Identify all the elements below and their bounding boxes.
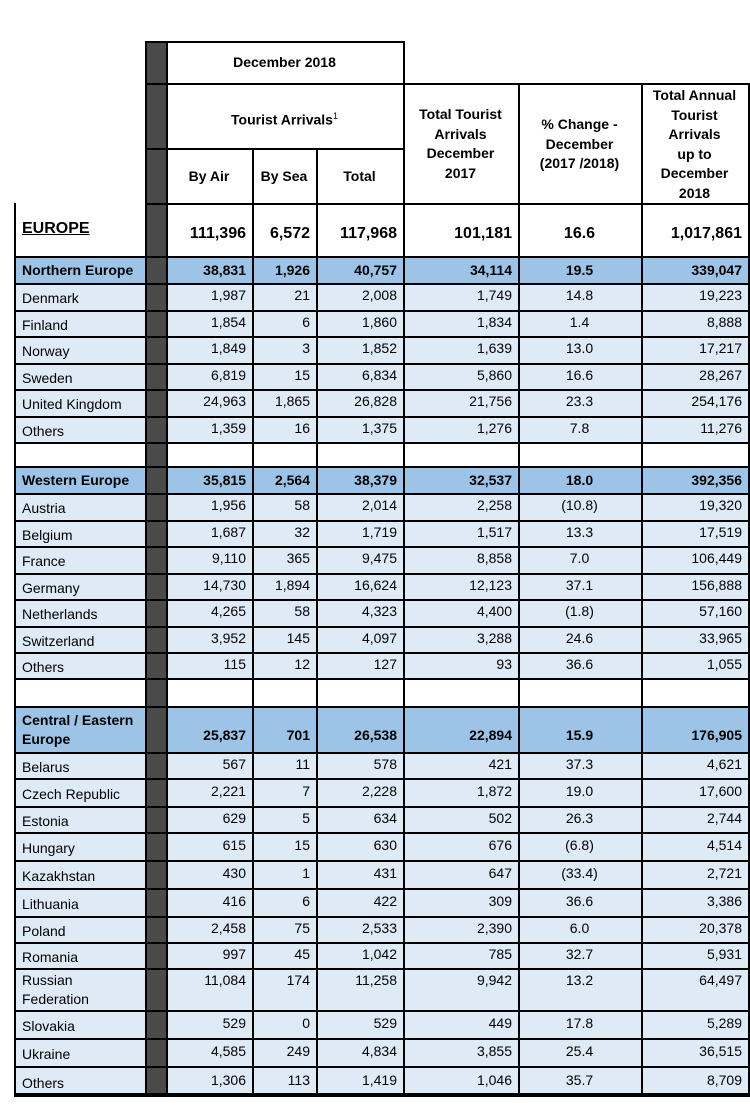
country-row-2-10-value-5: 36,515: [699, 1043, 742, 1059]
country-row-2-11-value-2: 1,419: [361, 1071, 397, 1088]
country-row-2-8-value-5: 64,497: [699, 972, 742, 988]
country-row-0-2-value-2: 1,852: [361, 340, 397, 357]
country-row-1-1-value-4: 13.3: [565, 523, 594, 540]
country-row-2-0-value-5: 4,621: [706, 756, 742, 772]
country-row-1-6-value-1: 12: [294, 656, 310, 672]
country-label: Austria: [22, 500, 66, 517]
country-row-0-4-value-2: 26,828: [354, 393, 397, 410]
country-row-1-3-value-0: 14,730: [203, 576, 246, 593]
country-row-1-0-value-5: 19,320: [699, 497, 742, 514]
country-row-1-2-value-0: 9,110: [212, 550, 246, 567]
country-row-0-0-value-5: 19,223: [699, 287, 742, 304]
country-label: Poland: [22, 923, 66, 939]
country-row-2-6-value-4: 6.0: [569, 920, 590, 936]
country-row-2-11-value-1: 113: [287, 1071, 310, 1088]
country-label: Russian Federation: [22, 972, 89, 1007]
europe-row-value-5: 1,017,861: [670, 224, 742, 242]
country-row-1-1-value-5: 17,519: [699, 523, 742, 540]
country-label: Belarus: [22, 759, 70, 775]
annual-heading-line: Total Annual: [652, 87, 737, 103]
country-row-2-5-value-4: 36.6: [565, 893, 594, 909]
country-row-1-6-value-4: 36.6: [565, 656, 594, 672]
country-row-1-4-value-4: (1.8): [565, 603, 594, 620]
period-heading: December 2018: [233, 54, 336, 70]
country-row-0-5-value-4: 7.8: [569, 419, 590, 436]
europe-row-value-2: 117,968: [340, 224, 397, 242]
country-row-1-1-value-1: 32: [294, 523, 310, 540]
country-label: Germany: [22, 579, 80, 596]
country-row-2-7-value-1: 45: [294, 946, 310, 962]
country-row-0-1-value-4: 1.4: [569, 313, 590, 330]
country-row-1-1-value-0: 1,687: [210, 523, 246, 540]
country-row-1-4-value-1: 58: [294, 603, 310, 620]
country-row-2-5-value-0: 416: [222, 893, 246, 909]
country-row-0-1-value-0: 1,854: [210, 313, 246, 330]
country-label: France: [22, 553, 66, 570]
country-row-2-10-value-3: 3,855: [476, 1043, 512, 1059]
region-row-1-value-1: 2,564: [274, 471, 310, 488]
country-row-2-11-value-3: 1,046: [476, 1071, 512, 1088]
country-row-1-5-value-0: 3,952: [210, 629, 246, 646]
country-row-0-5-value-3: 1,276: [476, 419, 512, 436]
country-label: Slovakia: [22, 1018, 75, 1034]
tourist-arrivals-heading: [166, 107, 403, 130]
region-row-2-value-3: 22,894: [469, 727, 512, 743]
region-row-2-value-2: 26,538: [354, 727, 397, 743]
country-row-2-1-value-5: 17,600: [699, 783, 742, 799]
country-row-2-2-value-0: 629: [222, 810, 246, 826]
country-row-0-3-value-5: 28,267: [699, 366, 742, 383]
country-row-2-8-value-2: 11,258: [355, 972, 397, 988]
country-row-0-4-value-3: 21,756: [469, 393, 512, 410]
country-row-1-2-value-5: 106,449: [691, 550, 742, 567]
country-row-2-1-value-2: 2,228: [361, 783, 397, 799]
country-row-1-2-value-3: 8,858: [476, 550, 512, 567]
country-row-2-5-value-1: 6: [302, 893, 310, 909]
country-row-1-0-value-4: (10.8): [561, 497, 598, 514]
country-row-1-0-value-0: 1,956: [210, 497, 246, 514]
prev-year-heading-line: 2017: [444, 164, 477, 181]
country-row-2-9-value-3: 449: [488, 1015, 512, 1031]
country-label: Sweden: [22, 369, 73, 386]
country-row-2-7-value-3: 785: [488, 946, 512, 962]
country-row-2-6-value-5: 20,378: [699, 920, 742, 936]
country-row-2-8-value-0: 11,084: [204, 972, 246, 988]
country-row-2-2-value-4: 26.3: [565, 810, 594, 826]
country-row-2-11-value-4: 35.7: [565, 1071, 594, 1088]
tourist-arrivals-label: Tourist Arrivals: [231, 111, 333, 128]
country-row-2-8-value-3: 9,942: [476, 972, 512, 988]
country-row-1-5-value-5: 33,965: [699, 629, 742, 646]
europe-row-value-3: 101,181: [454, 224, 512, 242]
country-row-0-0-value-2: 2,008: [361, 287, 397, 304]
country-row-0-1-value-1: 6: [302, 313, 310, 330]
country-label: Belgium: [22, 526, 73, 543]
country-row-2-3-value-5: 4,514: [706, 837, 742, 853]
by-air-heading: By Air: [188, 168, 230, 184]
region-row-1-value-0: 35,815: [203, 471, 246, 488]
country-row-2-3-value-2: 630: [373, 837, 397, 853]
country-row-2-1-value-0: 2,221: [210, 783, 246, 799]
annual-heading-line: Arrivals: [668, 126, 721, 142]
country-row-0-4-value-1: 1,865: [274, 393, 310, 410]
country-row-1-1-value-3: 1,517: [476, 523, 512, 540]
country-row-0-2-value-5: 17,217: [699, 340, 742, 357]
country-row-2-10-value-2: 4,834: [361, 1043, 397, 1059]
country-row-2-6-value-1: 75: [294, 920, 310, 936]
region-row-2-value-5: 176,905: [691, 727, 742, 743]
country-label: Others: [22, 1074, 65, 1091]
europe-label: EUROPE: [22, 220, 90, 237]
country-row-2-1-value-4: 19.0: [565, 783, 594, 799]
country-row-1-2-value-4: 7.0: [569, 550, 590, 567]
region-row-1-value-4: 18.0: [565, 471, 594, 488]
country-label: Lithuania: [22, 896, 79, 912]
country-row-2-7-value-0: 997: [222, 946, 246, 962]
country-row-2-4-value-5: 2,721: [706, 865, 742, 881]
country-row-1-6-value-0: 115: [223, 656, 246, 672]
country-row-2-9-value-4: 17.8: [565, 1015, 594, 1031]
annual-heading-line: up to: [677, 145, 712, 162]
total-heading: Total: [343, 168, 376, 184]
country-row-1-0-value-1: 58: [294, 497, 310, 514]
country-row-0-0-value-1: 21: [294, 287, 310, 304]
country-row-2-3-value-4: (6.8): [565, 837, 594, 853]
europe-row-value-0: 111,396: [189, 224, 246, 242]
region-row-0-value-1: 1,926: [274, 261, 310, 278]
annual-heading-line: December: [660, 165, 729, 181]
country-row-1-5-value-1: 145: [286, 629, 310, 646]
country-label: Czech Republic: [22, 786, 121, 802]
prev-year-heading-line: Total Tourist: [419, 106, 502, 122]
country-row-2-3-value-0: 615: [222, 837, 246, 853]
country-row-2-10-value-4: 25.4: [565, 1043, 594, 1059]
country-row-1-2-value-2: 9,475: [361, 550, 397, 567]
country-row-1-3-value-4: 37.1: [565, 576, 594, 593]
country-row-1-4-value-2: 4,323: [361, 603, 397, 620]
country-label: Others: [22, 422, 65, 439]
country-row-0-3-value-3: 5,860: [476, 366, 512, 383]
country-row-1-5-value-4: 24.6: [565, 629, 594, 646]
country-row-1-6-value-3: 93: [496, 656, 512, 672]
country-row-2-7-value-4: 32.7: [565, 946, 594, 962]
country-row-1-5-value-3: 3,288: [476, 629, 512, 646]
country-row-0-1-value-2: 1,860: [361, 313, 397, 330]
country-row-2-10-value-1: 249: [286, 1043, 310, 1059]
europe-row-value-1: 6,572: [269, 224, 310, 242]
country-row-2-4-value-2: 431: [373, 865, 397, 881]
country-row-0-3-value-1: 15: [294, 366, 310, 383]
country-row-2-5-value-3: 309: [488, 893, 512, 909]
country-row-2-7-value-5: 5,931: [706, 946, 742, 962]
country-row-0-5-value-2: 1,375: [361, 419, 397, 436]
country-row-2-5-value-2: 422: [373, 893, 397, 909]
country-row-2-1-value-3: 1,872: [476, 783, 512, 799]
europe-row-value-4: 16.6: [563, 224, 596, 242]
annual-heading-line: Tourist: [671, 106, 718, 123]
country-row-0-5-value-0: 1,359: [210, 419, 246, 436]
region-row-1-value-2: 38,379: [354, 471, 397, 488]
country-row-1-3-value-5: 156,888: [691, 576, 742, 593]
country-row-2-6-value-3: 2,390: [476, 920, 512, 936]
country-row-2-9-value-1: 0: [302, 1015, 310, 1031]
region-row-0-value-3: 34,114: [469, 261, 512, 278]
country-row-2-4-value-0: 430: [222, 865, 246, 881]
country-row-0-1-value-5: 8,888: [706, 313, 742, 330]
country-row-2-3-value-3: 676: [488, 837, 512, 853]
country-row-2-2-value-3: 502: [488, 810, 512, 826]
region-label: Northern Europe: [22, 262, 134, 278]
country-row-2-2-value-2: 634: [373, 810, 397, 826]
country-row-0-4-value-0: 24,963: [203, 393, 246, 410]
prev-year-heading-line: December: [426, 145, 495, 161]
country-row-2-0-value-2: 578: [373, 756, 397, 772]
country-label: Denmark: [22, 290, 79, 307]
country-row-1-0-value-2: 2,014: [361, 497, 397, 514]
country-row-1-3-value-1: 1,894: [274, 576, 310, 593]
country-row-2-5-value-5: 3,386: [706, 893, 742, 909]
country-label: Norway: [22, 343, 70, 360]
country-row-0-5-value-1: 16: [294, 419, 310, 436]
country-label: United Kingdom: [22, 396, 122, 413]
region-row-0-value-0: 38,831: [203, 261, 246, 278]
country-row-2-0-value-1: 11: [295, 756, 310, 772]
country-row-2-1-value-1: 7: [302, 783, 310, 799]
country-row-1-2-value-1: 365: [286, 550, 310, 567]
country-label: Switzerland: [22, 632, 95, 649]
country-row-1-1-value-2: 1,719: [361, 523, 397, 540]
country-row-2-11-value-0: 1,306: [210, 1071, 246, 1088]
country-label: Finland: [22, 316, 68, 333]
country-row-2-8-value-1: 174: [286, 972, 310, 988]
country-row-2-6-value-2: 2,533: [361, 920, 397, 936]
prev-year-heading-line: Arrivals: [434, 125, 487, 142]
region-row-2-value-4: 15.9: [565, 727, 594, 743]
pct-change-heading-line: (2017 /2018): [539, 155, 620, 171]
footnote-mark: 1: [332, 111, 338, 121]
country-row-0-2-value-0: 1,849: [210, 340, 246, 357]
country-row-2-0-value-0: 567: [222, 756, 246, 772]
country-row-2-4-value-3: 647: [488, 865, 512, 881]
region-label: Western Europe: [22, 472, 130, 488]
country-row-2-2-value-1: 5: [302, 810, 310, 826]
country-row-0-1-value-3: 1,834: [476, 313, 512, 330]
country-row-2-4-value-1: 1: [302, 865, 310, 881]
country-row-2-11-value-5: 8,709: [706, 1071, 742, 1088]
country-row-0-3-value-2: 6,834: [361, 366, 397, 383]
region-row-0-value-5: 339,047: [691, 261, 742, 278]
pct-change-heading-line: % Change -: [541, 116, 618, 132]
region-row-2-value-0: 25,837: [203, 727, 246, 743]
country-row-0-3-value-4: 16.6: [565, 366, 594, 383]
country-row-1-6-value-2: 127: [373, 656, 397, 672]
country-row-2-7-value-2: 1,042: [361, 946, 397, 962]
country-row-0-0-value-0: 1,987: [210, 287, 246, 304]
country-label: Estonia: [22, 813, 69, 829]
country-label: Kazakhstan: [22, 868, 96, 884]
country-row-1-0-value-3: 2,258: [476, 497, 512, 514]
country-row-0-2-value-4: 13.0: [565, 340, 594, 357]
country-row-0-0-value-3: 1,749: [476, 287, 512, 304]
country-row-2-3-value-1: 15: [294, 837, 310, 853]
region-row-0-value-2: 40,757: [354, 261, 397, 278]
region-row-1-value-5: 392,356: [691, 471, 742, 488]
country-row-1-4-value-3: 4,400: [476, 603, 512, 620]
country-row-0-4-value-4: 23.3: [565, 393, 594, 410]
region-row-1-value-3: 32,537: [469, 471, 512, 488]
country-row-2-9-value-5: 5,289: [706, 1015, 742, 1031]
country-row-0-2-value-1: 3: [302, 340, 310, 357]
country-row-2-10-value-0: 4,585: [210, 1043, 246, 1059]
region-row-2-value-1: 701: [286, 727, 310, 743]
country-row-2-0-value-4: 37.3: [565, 756, 594, 772]
country-row-1-6-value-5: 1,055: [706, 656, 742, 672]
country-row-2-8-value-4: 13.2: [565, 972, 594, 988]
country-row-1-3-value-3: 12,123: [469, 576, 512, 593]
country-row-1-4-value-0: 4,265: [210, 603, 246, 620]
country-row-0-2-value-3: 1,639: [476, 340, 512, 357]
country-row-1-3-value-2: 16,624: [354, 576, 397, 593]
country-row-1-5-value-2: 4,097: [361, 629, 397, 646]
country-label: Hungary: [22, 840, 75, 856]
country-label: Netherlands: [22, 606, 98, 623]
pct-change-heading-line: December: [545, 135, 614, 152]
country-row-2-2-value-5: 2,744: [706, 810, 742, 826]
country-row-0-3-value-0: 6,819: [210, 366, 246, 383]
country-row-0-5-value-5: 11,276: [700, 419, 742, 436]
country-row-0-0-value-4: 14.8: [565, 287, 594, 304]
country-row-2-0-value-3: 421: [488, 756, 512, 772]
country-label: Others: [22, 659, 65, 675]
country-row-2-6-value-0: 2,458: [210, 920, 246, 936]
country-row-0-4-value-5: 254,176: [691, 393, 742, 410]
country-row-1-4-value-5: 57,160: [699, 603, 742, 620]
by-sea-heading: By Sea: [260, 168, 308, 184]
country-label: Ukraine: [22, 1046, 71, 1062]
country-label: Romania: [22, 949, 79, 965]
country-row-2-9-value-2: 529: [373, 1015, 397, 1031]
region-label: Central / Eastern Europe: [22, 712, 134, 747]
country-row-2-4-value-4: (33.4): [561, 865, 598, 881]
region-row-0-value-4: 19.5: [565, 261, 594, 278]
annual-heading-line: 2018: [678, 184, 711, 201]
country-row-2-9-value-0: 529: [222, 1015, 246, 1031]
